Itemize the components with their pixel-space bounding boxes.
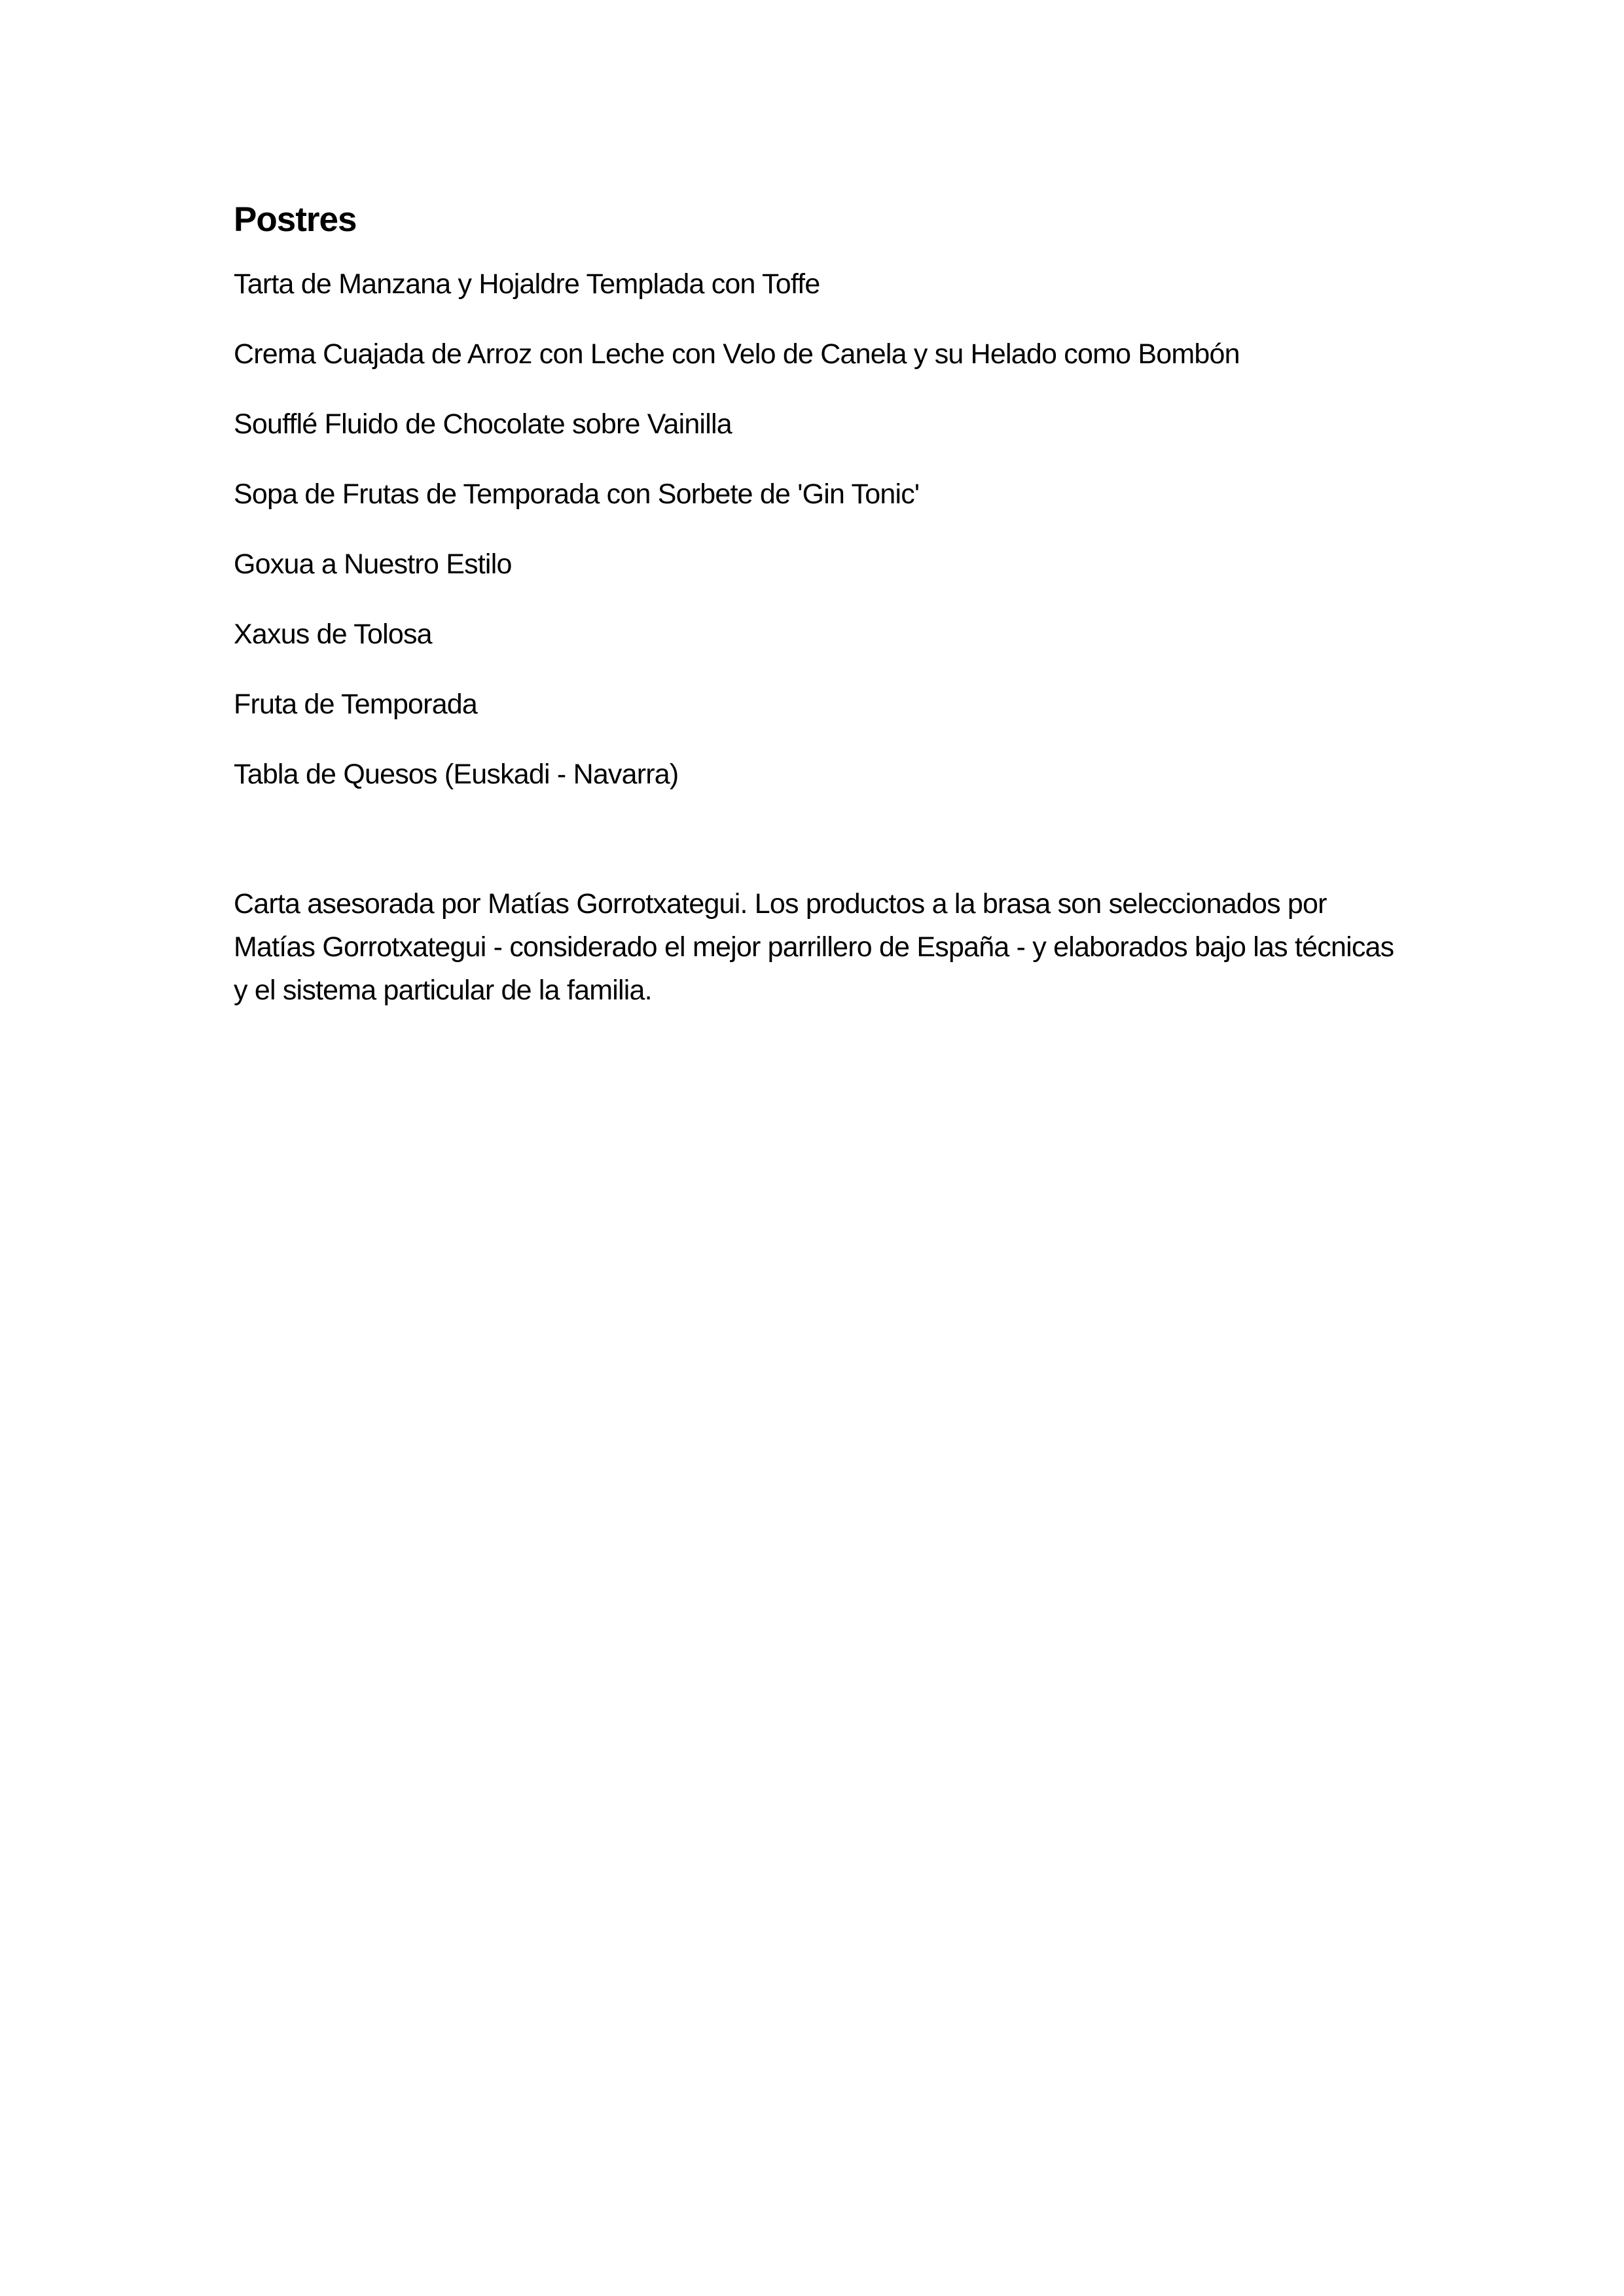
- menu-item: Goxua a Nuestro Estilo: [234, 548, 512, 580]
- menu-item: Sopa de Frutas de Temporada con Sorbete de 'Gin Tonic': [234, 478, 920, 510]
- menu-section: [234, 194, 1399, 1040]
- menu-item: Fruta de Temporada: [234, 689, 478, 720]
- menu-item: Tabla de Quesos (Euskadi - Navarra): [234, 759, 679, 790]
- section-title: Postres: [234, 200, 357, 239]
- dessert-list: [234, 264, 1399, 825]
- menu-item: Xaxus de Tolosa: [234, 619, 432, 650]
- footer-note: Carta asesorada por Matías Gorrotxategui. Los productos a la brasa son seleccionados por Matías Gorrotxategui - considerado el mejor parrillero de España - y elaborados bajo las técnicas y el sistema particular de la familia.: [234, 888, 1394, 1006]
- menu-item: Crema Cuajada de Arroz con Leche con Velo de Canela y su Helado como Bombón: [234, 338, 1240, 370]
- menu-item: Tarta de Manzana y Hojaldre Templada con Toffe: [234, 268, 820, 300]
- menu-item: Soufflé Fluido de Chocolate sobre Vainilla: [234, 408, 732, 440]
